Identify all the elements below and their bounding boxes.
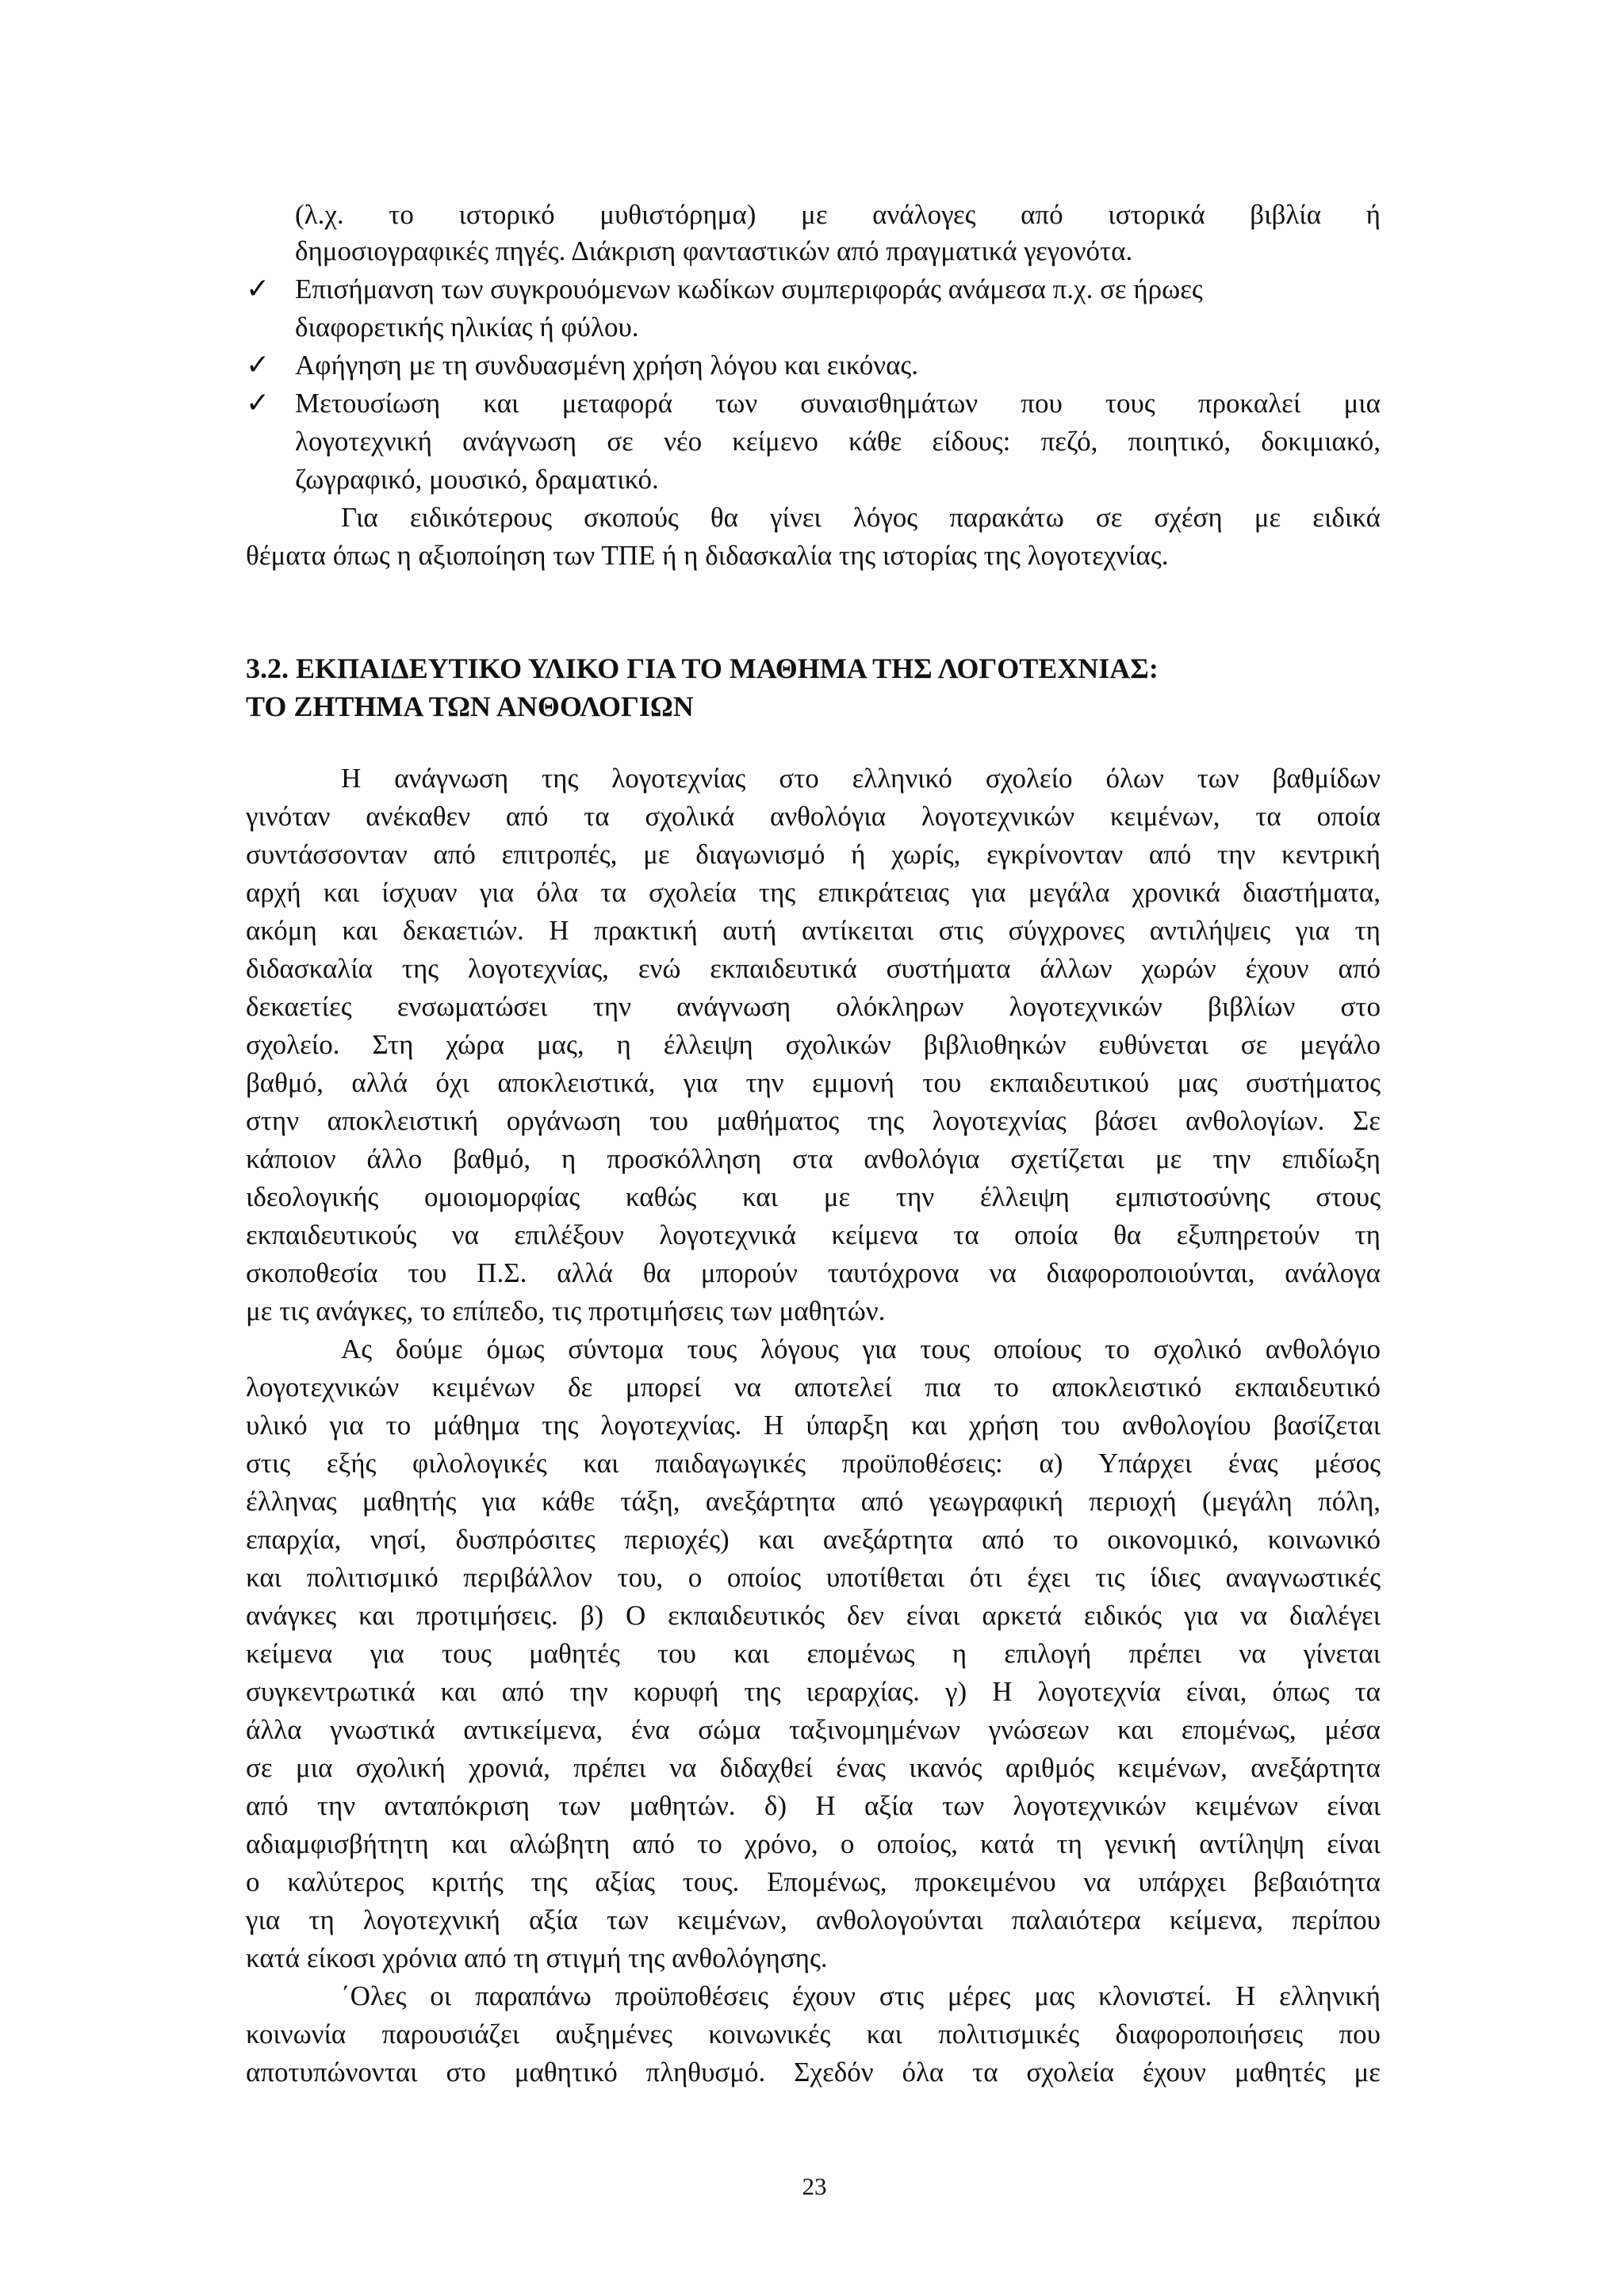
paragraph-line: εκπαιδευτικούς να επιλέξουν λογοτεχνικά κείμενα τα οποία θα εξυπηρετούν τη xyxy=(246,1219,1381,1250)
paragraph-line: άλλα γνωστικά αντικείμενα, ένα σώμα ταξινομημένων γνώσεων και επομένως, μέσα xyxy=(246,1714,1381,1745)
paragraph-line: με τις ανάγκες, το επίπεδο, τις προτιμήσεις των μαθητών. xyxy=(246,1295,886,1326)
paragraph-line: Η ανάγνωση της λογοτεχνίας στο ελληνικό σχολείο όλων των βαθμίδων xyxy=(341,763,1381,794)
paragraph-line: από την ανταπόκριση των μαθητών. δ) Η αξία των λογοτεχνικών κειμένων είναι xyxy=(246,1790,1381,1821)
closing-para-line: θέματα όπως η αξιοποίηση των ΤΠΕ ή η διδασκαλία της ιστορίας της λογοτεχνίας. xyxy=(246,540,1169,571)
paragraph-line: και πολιτισμικό περιβάλλον του, ο οποίος υποτίθεται ότι έχει τις ίδιες αναγνωστικές xyxy=(246,1562,1381,1593)
paragraph-line: διδασκαλία της λογοτεχνίας, ενώ εκπαιδευτικά συστήματα άλλων χωρών έχουν από xyxy=(246,953,1381,984)
paragraph-line: σχολείο. Στη χώρα μας, η έλλειψη σχολικών βιβλιοθηκών ευθύνεται σε μεγάλο xyxy=(246,1029,1381,1060)
paragraph-line: σκοποθεσία του Π.Σ. αλλά θα μπορούν ταυτόχρονα να διαφοροποιούνται, ανάλογα xyxy=(246,1257,1381,1288)
paragraph-line: κατά είκοσι χρόνια από τη στιγμή της ανθολόγησης. xyxy=(246,1942,828,1973)
closing-para-line: Για ειδικότερους σκοπούς θα γίνει λόγος παρακάτω σε σχέση με ειδικά xyxy=(341,502,1381,533)
paragraph-line: γινόταν ανέκαθεν από τα σχολικά ανθολόγια λογοτεχνικών κειμένων, τα οποία xyxy=(246,801,1381,832)
intro-line: δημοσιογραφικές πηγές. Διάκριση φανταστικών από πραγματικά γεγονότα. xyxy=(295,235,1133,266)
page-number: 23 xyxy=(802,2172,827,2200)
checklist-item-line: ζωγραφικό, μουσικό, δραματικό. xyxy=(295,464,659,495)
paragraph-line: σε μια σχολική χρονιά, πρέπει να διδαχθεί ένας ικανός αριθμός κειμένων, ανεξάρτητα xyxy=(246,1752,1381,1783)
intro-line: (λ.χ. το ιστορικό μυθιστόρημα) με ανάλογες από ιστορικά βιβλία ή xyxy=(295,199,1381,230)
paragraph-line: συγκεντρωτικά και από την κορυφή της ιεραρχίας. γ) Η λογοτεχνία είναι, όπως τα xyxy=(246,1676,1381,1707)
section-heading: 3.2. ΕΚΠΑΙΔΕΥΤΙΚΟ ΥΛΙΚΟ ΓΙΑ ΤΟ ΜΑΘΗΜΑ ΤΗΣ ΛΟΓΟΤΕΧΝΙΑΣ: xyxy=(246,652,1159,684)
paragraph-line: αρχή και ίσχυαν για όλα τα σχολεία της επικράτειας για μεγάλα χρονικά διαστήματα, xyxy=(246,877,1381,908)
paragraph-line: αποτυπώνονται στο μαθητικό πληθυσμό. Σχεδόν όλα τα σχολεία έχουν μαθητές με xyxy=(246,2057,1381,2087)
checklist-item-line: λογοτεχνική ανάγνωση σε νέο κείμενο κάθε είδους: πεζό, ποιητικό, δοκιμιακό, xyxy=(295,426,1381,457)
paragraph-line: βαθμό, αλλά όχι αποκλειστικά, για την εμμονή του εκπαιδευτικού μας συστήματος xyxy=(246,1067,1381,1098)
paragraph-line: κάποιον άλλο βαθμό, η προσκόλληση στα ανθολόγια σχετίζεται με την επιδίωξη xyxy=(246,1143,1381,1174)
paragraph-line: υλικό για το μάθημα της λογοτεχνίας. Η ύπαρξη και χρήση του ανθολογίου βασίζεται xyxy=(246,1410,1381,1441)
checklist-item-line: Αφήγηση με τη συνδυασμένη χρήση λόγου και εικόνας. xyxy=(295,350,919,381)
checklist-item-line: Επισήμανση των συγκρουόμενων κωδίκων συμπεριφοράς ανάμεσα π.χ. σε ήρωες xyxy=(295,274,1203,304)
paragraph-line: ΄Ολες οι παραπάνω προϋποθέσεις έχουν στις μέρες μας κλονιστεί. Η ελληνική xyxy=(341,1980,1381,2011)
checklist-item-line: Μετουσίωση και μεταφορά των συναισθημάτων που τους προκαλεί μια xyxy=(295,388,1381,419)
paragraph-line: Ας δούμε όμως σύντομα τους λόγους για τους οποίους το σχολικό ανθολόγιο xyxy=(341,1334,1381,1364)
paragraph-line: για τη λογοτεχνική αξία των κειμένων, ανθολογούνται παλαιότερα κείμενα, περίπου xyxy=(246,1904,1381,1935)
paragraph-line: κοινωνία παρουσιάζει αυξημένες κοινωνικές και πολιτισμικές διαφοροποιήσεις που xyxy=(246,2019,1381,2049)
paragraph-line: έλληνας μαθητής για κάθε τάξη, ανεξάρτητα από γεωγραφική περιοχή (μεγάλη πόλη, xyxy=(246,1486,1381,1517)
check-icon: ✓ xyxy=(246,387,270,419)
checklist-item-line: διαφορετικής ηλικίας ή φύλου. xyxy=(295,312,639,342)
check-icon: ✓ xyxy=(246,273,270,305)
paragraph-line: ανάγκες και προτιμήσεις. β) Ο εκπαιδευτικός δεν είναι αρκετά ειδικός για να διαλέγει xyxy=(246,1600,1381,1631)
paragraph-line: ο καλύτερος κριτής της αξίας τους. Επομένως, προκειμένου να υπάρχει βεβαιότητα xyxy=(246,1866,1381,1897)
paragraph-line: κείμενα για τους μαθητές του και επομένως η επιλογή πρέπει να γίνεται xyxy=(246,1638,1381,1669)
paragraph-line: αδιαμφισβήτητη και αλώβητη από το χρόνο, ο οποίος, κατά τη γενική αντίληψη είναι xyxy=(246,1828,1381,1859)
paragraph-line: ιδεολογικής ομοιομορφίας καθώς και με την έλλειψη εμπιστοσύνης στους xyxy=(246,1181,1381,1212)
paragraph-line: λογοτεχνικών κειμένων δε μπορεί να αποτελεί πια το αποκλειστικό εκπαιδευτικό xyxy=(246,1372,1381,1402)
paragraph-line: συντάσσονταν από επιτροπές, με διαγωνισμό ή χωρίς, εγκρίνονταν από την κεντρική xyxy=(246,839,1381,870)
section-heading: ΤΟ ΖΗΤΗΜΑ ΤΩΝ ΑΝΘΟΛΟΓΙΩΝ xyxy=(246,691,694,722)
paragraph-line: δεκαετίες ενσωματώσει την ανάγνωση ολόκληρων λογοτεχνικών βιβλίων στο xyxy=(246,991,1381,1022)
check-icon: ✓ xyxy=(246,349,270,381)
paragraph-line: επαρχία, νησί, δυσπρόσιτες περιοχές) και ανεξάρτητα από το οικονομικό, κοινωνικό xyxy=(246,1524,1381,1555)
paragraph-line: στις εξής φιλολογικές και παιδαγωγικές προϋποθέσεις: α) Υπάρχει ένας μέσος xyxy=(246,1448,1381,1479)
paragraph-line: στην αποκλειστική οργάνωση του μαθήματος της λογοτεχνίας βάσει ανθολογίων. Σε xyxy=(246,1105,1381,1136)
paragraph-line: ακόμη και δεκαετιών. Η πρακτική αυτή αντίκειται στις σύγχρονες αντιλήψεις για τη xyxy=(246,915,1381,946)
